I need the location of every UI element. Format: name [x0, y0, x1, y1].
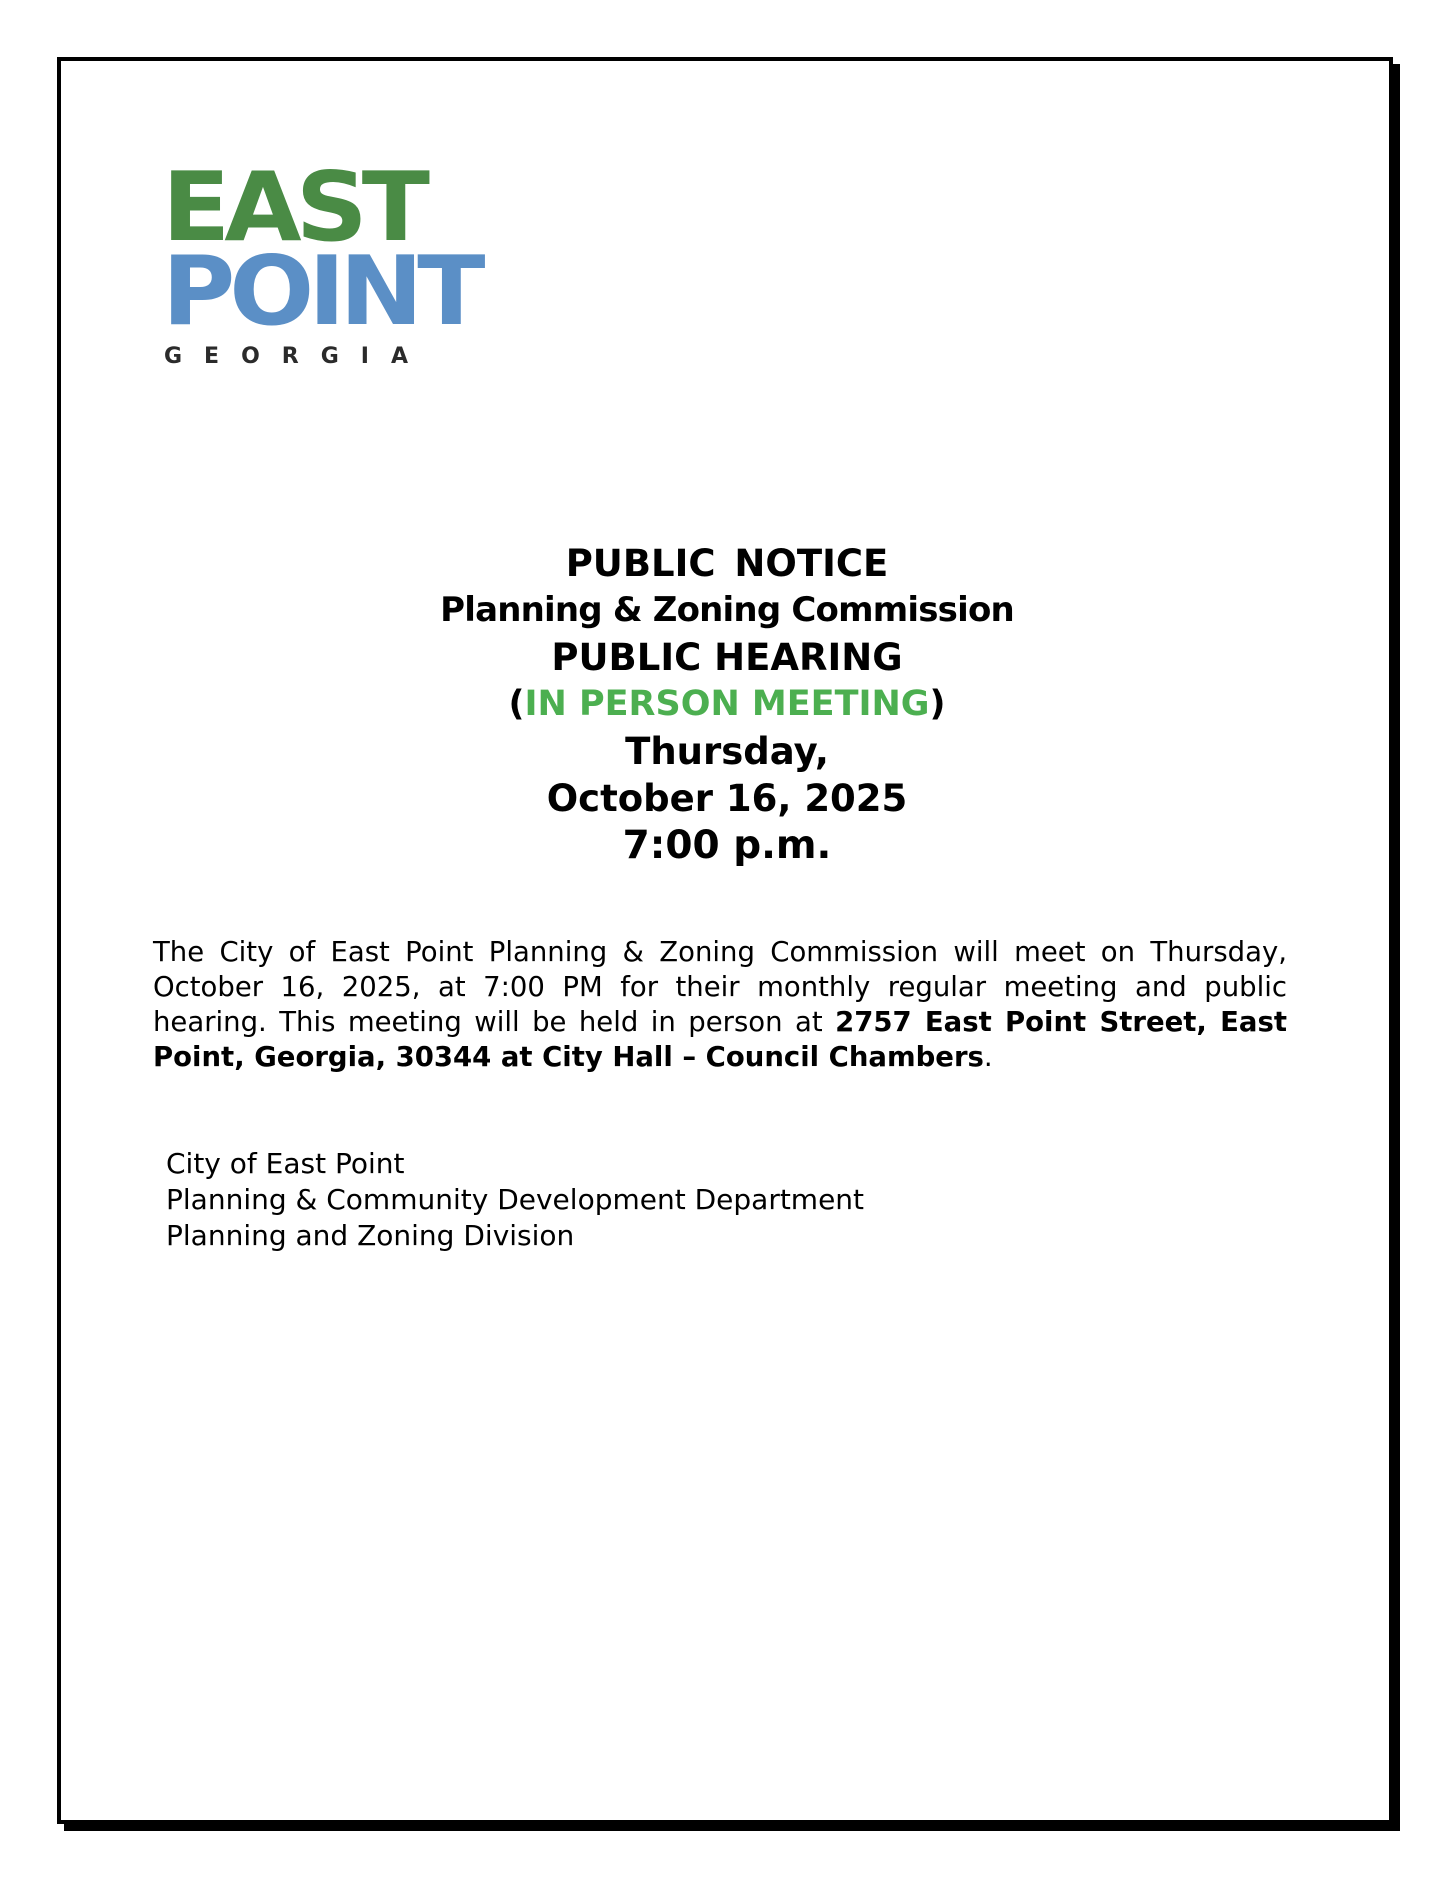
signature-city: City of East Point	[166, 1147, 405, 1180]
meeting-location: 2757 East Point Street, East Point, Georgia, 30344 at City Hall – Council Chambers	[153, 1006, 1288, 1073]
logo-point-text: POINT	[162, 235, 480, 347]
notice-body-paragraph	[153, 935, 1287, 1075]
body-intro-text: The City of East Point Planning & Zoning Commission will meet on Thursday, October 16, 2025, at 7:00 PM for their monthly regular meeting and public hearing. This meeting will be held in person at	[153, 936, 1287, 1038]
signature-department: Planning & Community Development Department	[166, 1183, 865, 1216]
body-ending: .	[983, 1041, 993, 1073]
in-person-meeting-line	[0, 681, 1454, 728]
in-person-meeting-label: IN PERSON MEETING	[524, 684, 930, 724]
signature-block	[166, 1146, 864, 1254]
public-notice-title: PUBLIC NOTICE	[565, 542, 889, 585]
meeting-time: 7:00 p.m.	[622, 823, 832, 868]
public-hearing-title: PUBLIC HEARING	[551, 636, 903, 679]
logo-east-text: EAST	[162, 151, 424, 263]
paren-close: )	[929, 684, 946, 724]
meeting-day: Thursday,	[625, 730, 829, 773]
notice-heading	[0, 540, 1454, 869]
commission-name: Planning & Zoning Commission	[440, 590, 1014, 630]
east-point-logo	[162, 151, 482, 370]
meeting-date: October 16, 2025	[546, 777, 908, 820]
logo-georgia-text: GEORGIA	[164, 344, 430, 369]
signature-division: Planning and Zoning Division	[166, 1219, 575, 1252]
paren-open: (	[508, 684, 525, 724]
